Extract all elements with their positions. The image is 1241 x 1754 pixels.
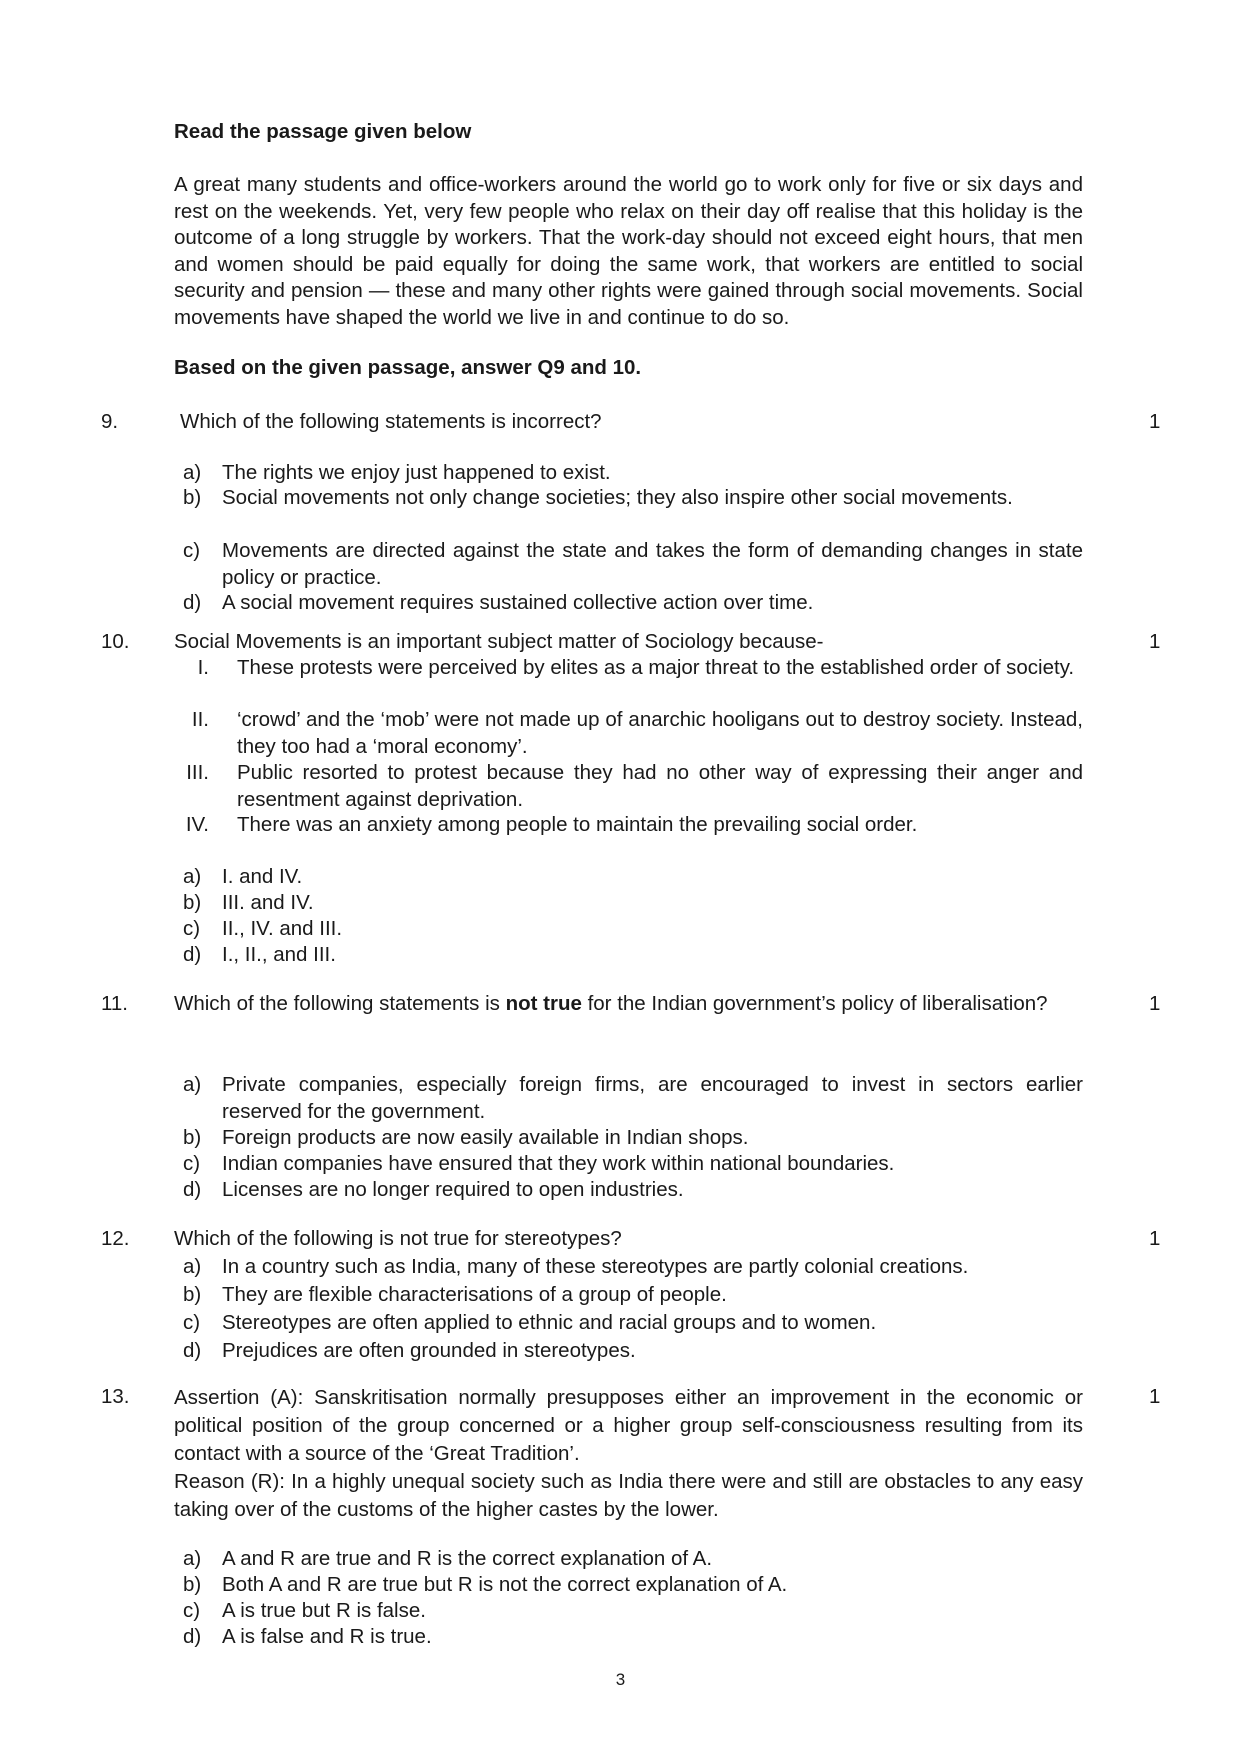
option-text: Licenses are no longer required to open industries. (222, 1178, 684, 1201)
option-text: Indian companies have ensured that they work within national boundaries. (222, 1152, 895, 1175)
option (183, 916, 1083, 943)
option-text: I., II., and III. (222, 943, 336, 966)
option (183, 1624, 1083, 1651)
option-text: They are flexible characterisations of a group of people. (222, 1283, 727, 1306)
assertion-text: Assertion (A): Sanskritisation normally presupposes either an improvement in the economic or political position of the group concerned or a higher group self-consciousness resulting from its contact with a source of the ‘Great Tradition’. (174, 1386, 1083, 1465)
option (183, 864, 1083, 891)
question-text (174, 991, 1083, 1018)
option (183, 1598, 1083, 1625)
marks: 1 (1149, 1385, 1161, 1408)
statement (175, 760, 1083, 813)
option-label: b) (183, 891, 202, 914)
option (183, 1125, 1083, 1152)
option-label: c) (183, 1311, 201, 1334)
option-label: d) (183, 1625, 202, 1648)
option-label: d) (183, 1178, 202, 1201)
option-text: III. and IV. (222, 891, 314, 914)
marks: 1 (1149, 410, 1161, 433)
option-label: c) (183, 539, 201, 562)
option-text: A is true but R is false. (222, 1599, 426, 1622)
option-label: d) (183, 1339, 202, 1362)
question-number: 10. (101, 630, 130, 653)
page-number: 3 (615, 1670, 626, 1689)
option-label: b) (183, 1573, 202, 1596)
option-label: b) (183, 1126, 202, 1149)
option-text: I. and IV. (222, 865, 303, 888)
question-number: 13. (101, 1385, 130, 1408)
marks: 1 (1149, 630, 1161, 653)
option-label: c) (183, 1152, 201, 1175)
option (183, 942, 1083, 969)
statement-text: These protests were perceived by elites as a major threat to the established order of society. (237, 656, 1075, 679)
marks: 1 (1149, 992, 1161, 1015)
question-text-part: Which of the following statements is (174, 992, 506, 1015)
option (183, 485, 1083, 512)
statement-text: ‘crowd’ and the ‘mob’ were not made up of anarchic hooligans out to destroy society. Instead, they too had a ‘moral economy’. (237, 708, 1083, 758)
option (183, 1151, 1083, 1178)
question-text: Which of the following is not true for stereotypes? (174, 1227, 622, 1250)
marks: 1 (1149, 1227, 1161, 1250)
statement-label: IV. (185, 813, 209, 836)
option-label: c) (183, 917, 201, 940)
option (183, 460, 1083, 487)
option-text: The rights we enjoy just happened to exist. (222, 461, 611, 484)
statement-label: I. (197, 656, 209, 679)
option-text: A and R are true and R is the correct explanation of A. (222, 1547, 713, 1570)
option-text: In a country such as India, many of these stereotypes are partly colonial creations. (222, 1255, 969, 1278)
option-label: a) (183, 461, 202, 484)
option-label: a) (183, 1547, 202, 1570)
option-label: a) (183, 865, 202, 888)
question-text: Which of the following statements is incorrect? (180, 410, 602, 433)
option-text: Movements are directed against the state and takes the form of demanding changes in state policy or practice. (222, 539, 1083, 589)
option (183, 1338, 1083, 1365)
option-text: Both A and R are true but R is not the correct explanation of A. (222, 1573, 788, 1596)
statement-text: There was an anxiety among people to maintain the prevailing social order. (237, 813, 918, 836)
option-text: Foreign products are now easily available in Indian shops. (222, 1126, 749, 1149)
option-label: b) (183, 1283, 202, 1306)
option-text: Prejudices are often grounded in stereotypes. (222, 1339, 636, 1362)
option (183, 590, 1083, 617)
question-number: 12. (101, 1227, 130, 1250)
option-text: A is false and R is true. (222, 1625, 432, 1648)
option-text: Private companies, especially foreign firms, are encouraged to invest in sectors earlier reserved for the government. (222, 1073, 1083, 1123)
passage-heading: Read the passage given below (174, 120, 472, 143)
option-label: d) (183, 591, 202, 614)
option-text: A social movement requires sustained collective action over time. (222, 591, 814, 614)
emphasis-text: not true (505, 992, 582, 1015)
option-text: Social movements not only change societies; they also inspire other social movements. (222, 486, 1013, 509)
option (183, 1177, 1083, 1204)
statement-label: II. (191, 708, 209, 731)
option (183, 1310, 1083, 1337)
option (183, 1072, 1083, 1125)
option (183, 1546, 1083, 1573)
option (183, 1282, 1083, 1309)
passage-instruction: Based on the given passage, answer Q9 and 10. (174, 356, 642, 379)
option-label: b) (183, 486, 202, 509)
option (183, 1254, 1083, 1281)
option-label: a) (183, 1073, 202, 1096)
option (183, 538, 1083, 591)
option-label: d) (183, 943, 202, 966)
statement (175, 655, 1083, 682)
option-label: a) (183, 1255, 202, 1278)
question-number: 11. (101, 992, 128, 1015)
option-text: II., IV. and III. (222, 917, 343, 940)
statement (175, 812, 1083, 839)
question-number: 9. (101, 410, 119, 433)
statement (175, 707, 1083, 760)
option (183, 890, 1083, 917)
reason-text: Reason (R): In a highly unequal society such as India there were and still are obstacles to any easy taking over of the customs of the higher castes by the lower. (174, 1470, 1083, 1521)
passage-text: A great many students and office-workers around the world go to work only for five or six days and rest on the weekends. Yet, very few people who relax on their day off realise that this holiday is the outcome of a long struggle by workers. That the work-day should not exceed eight hours, that men and women should be paid equally for doing the same work, that workers are entitled to social security and pension — these and many other rights were gained through social movements. Social movements have shaped the world we live in and continue to do so. (174, 173, 1083, 329)
question-text: Social Movements is an important subject matter of Sociology because- (174, 630, 824, 653)
statement-label: III. (186, 761, 209, 784)
option-text: Stereotypes are often applied to ethnic and racial groups and to women. (222, 1311, 877, 1334)
question-text-part: for the Indian government’s policy of liberalisation? (581, 992, 1048, 1015)
option-label: c) (183, 1599, 201, 1622)
option (183, 1572, 1083, 1599)
statement-text: Public resorted to protest because they had no other way of expressing their anger and resentment against deprivation. (237, 761, 1083, 811)
